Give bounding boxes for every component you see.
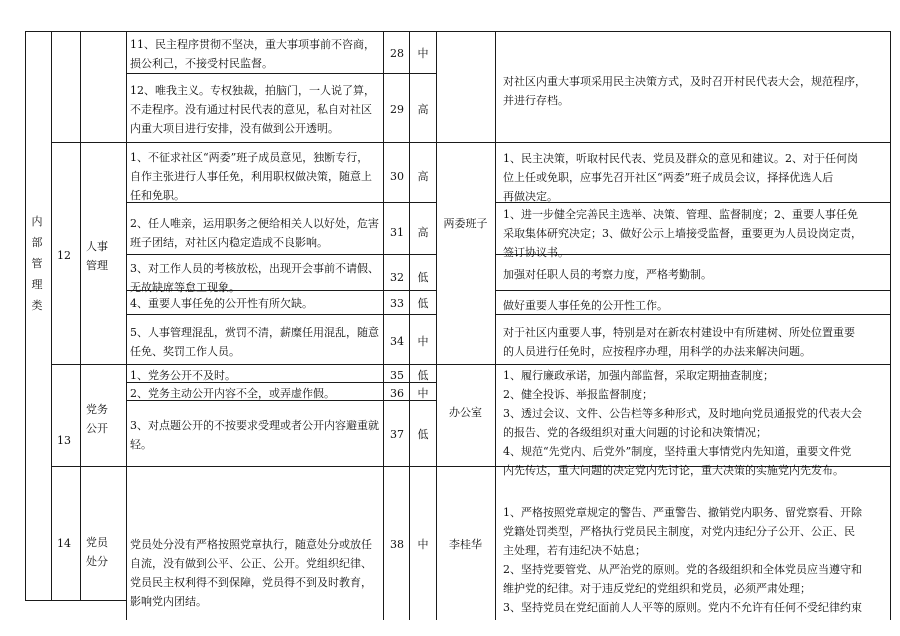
- risk-text: 3、对点题公开的不按要求受理或者公开内容避重就 轻。: [130, 419, 379, 451]
- grid-line: [409, 31, 410, 620]
- risk-text: 党员处分没有严格按照党章执行，随意处分或放任 自流，没有做到公平、公正、公开。党组织纪律、 党员民主权利得不到保障，党员得不到及时教育， 影响党内团结。: [130, 538, 372, 608]
- grid-line: [51, 142, 890, 143]
- responsible-dept: 办公室: [449, 406, 482, 419]
- risk-code: 32: [390, 271, 404, 284]
- grid-line: [25, 31, 26, 600]
- grid-line: [495, 290, 890, 291]
- grid-line: [126, 314, 436, 315]
- control-measure: 对于社区内重要人事，特别是对在新农村建设中有所建树、所处位置重要 的人员进行任免时，应按程序办理，用科学的办法来解决问题。: [503, 326, 855, 358]
- risk-level: 高: [417, 170, 429, 183]
- risk-code: 33: [390, 297, 404, 310]
- risk-code: 36: [390, 387, 404, 400]
- row-number: 14: [57, 537, 71, 550]
- risk-level: 低: [417, 271, 429, 284]
- grid-line: [51, 31, 52, 600]
- risk-text: 3、对工作人员的考核放松，出现开会事前不请假、 无故缺席等怠工现象。: [130, 262, 379, 294]
- control-measure: 1、履行廉政承诺，加强内部监督，采取定期抽查制度； 2、健全投诉、举报监督制度； 3、透过会议、文件、公告栏等多种形式，及时地向党员通报党的代表大会 的报告、党的各级组织对重大问题的讨论和决策情况； 4、规范“先党内、后党外”制度，坚持重大事情党内先知道，重要文件党 内先传达，重大问题的决定党内先讨论，重大决策的实施党内先发布。: [503, 369, 862, 477]
- risk-code: 37: [390, 428, 404, 441]
- risk-level: 中: [417, 387, 429, 400]
- risk-text: 5、人事管理混乱，赏罚不清，薪糜任用混乱，随意 任免、奖罚工作人员。: [130, 326, 379, 358]
- risk-code: 28: [390, 47, 404, 60]
- risk-level: 中: [417, 335, 429, 348]
- item-name: 党务公开: [86, 403, 108, 435]
- control-measure: 1、民主决策，听取村民代表、党员及群众的意见和建议。2、对于任何岗 位上任或免职，应事先召开社区“两委”班子成员会议，择择优选人后 再做决定。: [503, 152, 858, 203]
- risk-level: 高: [417, 226, 429, 239]
- risk-level: 高: [417, 103, 429, 116]
- grid-line: [383, 31, 384, 620]
- row-number: 12: [57, 249, 71, 262]
- risk-text: 1、不征求社区“两委”班子成员意见，独断专行， 自作主张进行人事任免，利用职权做决策，随意上 任和免职。: [130, 151, 372, 202]
- risk-text: 12、唯我主义。专权独裁，拍脑门，一人说了算， 不走程序。没有通过村民代表的意见，私自对社区 内重大项目进行安排，没有做到公开透明。: [130, 84, 375, 135]
- risk-text: 2、任人唯亲，运用职务之便给相关人以好处，危害 班子团结，对社区内稳定造成不良影响。: [130, 217, 379, 249]
- grid-line: [890, 31, 891, 620]
- grid-line: [25, 600, 126, 601]
- risk-code: 35: [390, 369, 404, 382]
- grid-line: [25, 31, 890, 32]
- grid-line: [51, 364, 890, 365]
- risk-text: 1、党务公开不及时。: [130, 369, 236, 382]
- risk-text: 4、重要人事任免的公开性有所欠缺。: [130, 297, 313, 310]
- risk-code: 31: [390, 226, 404, 239]
- grid-line: [436, 31, 437, 620]
- category-label: 内部管理类: [31, 215, 43, 312]
- item-name: 党员处分: [86, 536, 108, 568]
- risk-text: 2、党务主动公开内容不全，或弄虚作假。: [130, 387, 335, 400]
- risk-code: 29: [390, 103, 404, 116]
- risk-code: 34: [390, 335, 404, 348]
- grid-line: [126, 73, 436, 74]
- risk-text: 11、民主程序贯彻不坚决，重大事项事前不咨商， 损公利己，不接受村民监督。: [130, 38, 375, 70]
- control-measure: 1、进一步健全完善民主选举、决策、管理、监督制度；2、重要人事任免 采取集体研究决定；3、做好公示上墙接受监督，重要更为人员设岗定责， 签订协议书。: [503, 208, 862, 259]
- control-measure: 加强对任职人员的考察力度，严格考勤制。: [503, 268, 712, 281]
- risk-level: 中: [417, 538, 429, 551]
- risk-code: 38: [390, 538, 404, 551]
- grid-line: [126, 31, 127, 620]
- risk-level: 低: [417, 297, 429, 310]
- risk-level: 中: [417, 47, 429, 60]
- responsible-dept: 两委班子: [443, 217, 488, 230]
- risk-level: 低: [417, 369, 429, 382]
- responsible-dept: 李桂华: [449, 538, 482, 551]
- item-name: 人事管理: [86, 240, 108, 272]
- grid-line: [126, 254, 436, 255]
- control-measure: 做好重要人事任免的公开性工作。: [503, 299, 668, 312]
- grid-line: [495, 31, 496, 620]
- risk-level: 低: [417, 428, 429, 441]
- row-number: 13: [57, 434, 71, 447]
- control-measure: 对社区内重大事项采用民主决策方式，及时召开村民代表大会，规范程序， 并进行存档。: [503, 75, 866, 107]
- control-measure: 1、严格按照党章规定的警告、严重警告、撤销党内职务、留党察看、开除 党籍处罚类型，严格执行党员民主制度，对党内违纪分子公开、公正、民 主处理，若有违纪决不姑息； 2、坚持党要管党、从严治党的原则。党的各级组织和全体党员应当遵守和 维护党的纪律。对于违反党纪的党组织和党员，必须严肃处理； 3、坚持党员在党纪面前人人平等的原则。党内不允许有任何不受纪律约束: [503, 506, 862, 614]
- grid-line: [80, 31, 81, 600]
- risk-code: 30: [390, 170, 404, 183]
